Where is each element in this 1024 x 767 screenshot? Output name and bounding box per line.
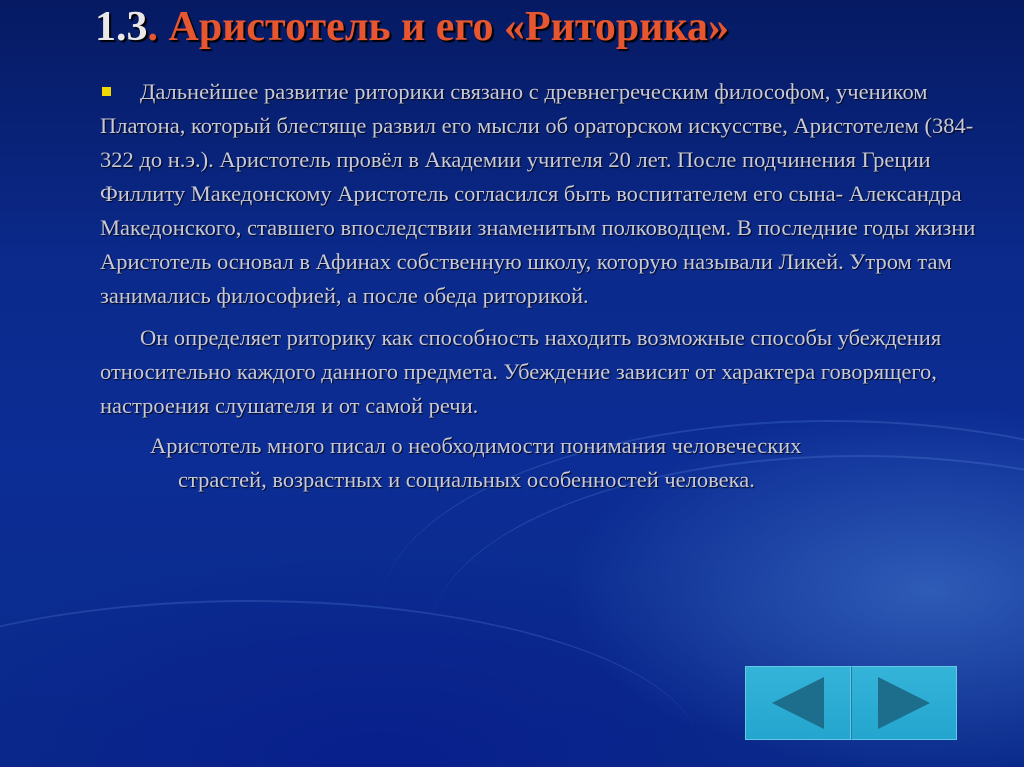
next-slide-button[interactable] <box>851 666 957 740</box>
triangle-right-icon <box>874 675 934 731</box>
slide-body <box>100 75 980 497</box>
slide-title <box>95 2 729 52</box>
bullet-square-icon <box>102 87 111 96</box>
navigation-buttons <box>745 666 957 740</box>
triangle-left-icon <box>768 675 828 731</box>
paragraph-3 <box>100 429 980 497</box>
background-wave <box>0 600 700 767</box>
title-text: . Аристотель и его «Риторика» <box>147 4 730 50</box>
paragraph-3-line-1: Аристотель много писал о необходимости понимания человеческих <box>150 433 802 458</box>
title-number: 1.3 <box>95 4 148 50</box>
previous-slide-button[interactable] <box>745 666 851 740</box>
paragraph-3-line-2: страстей, возрастных и социальных особенностей человека. <box>178 467 755 492</box>
paragraph-2: Он определяет риторику как способность находить возможные способы убеждения относительно каждого данного предмета. Убеждение зависит от характера говорящего, настроения слушателя и от самой речи. <box>100 325 942 418</box>
paragraph-1 <box>100 75 980 313</box>
paragraph-1-text: Дальнейшее развитие риторики связано с древнегреческим философом, учеником Платона, который блестяще развил его мысли об ораторском искусстве, Аристотелем (384- 322 до н.э.). Аристотель провёл в Академии учителя 20 лет. После подчинения Греции Филлиту Македонскому Аристотель согласился быть воспитателем его сына- Александра Македонского, ставшего впоследствии знаменитым полководцем. В последние годы жизни Аристотель основал в Афинах собственную школу, которую называли Ликей. Утром там занимались философией, а после обеда риторикой. <box>100 79 976 308</box>
